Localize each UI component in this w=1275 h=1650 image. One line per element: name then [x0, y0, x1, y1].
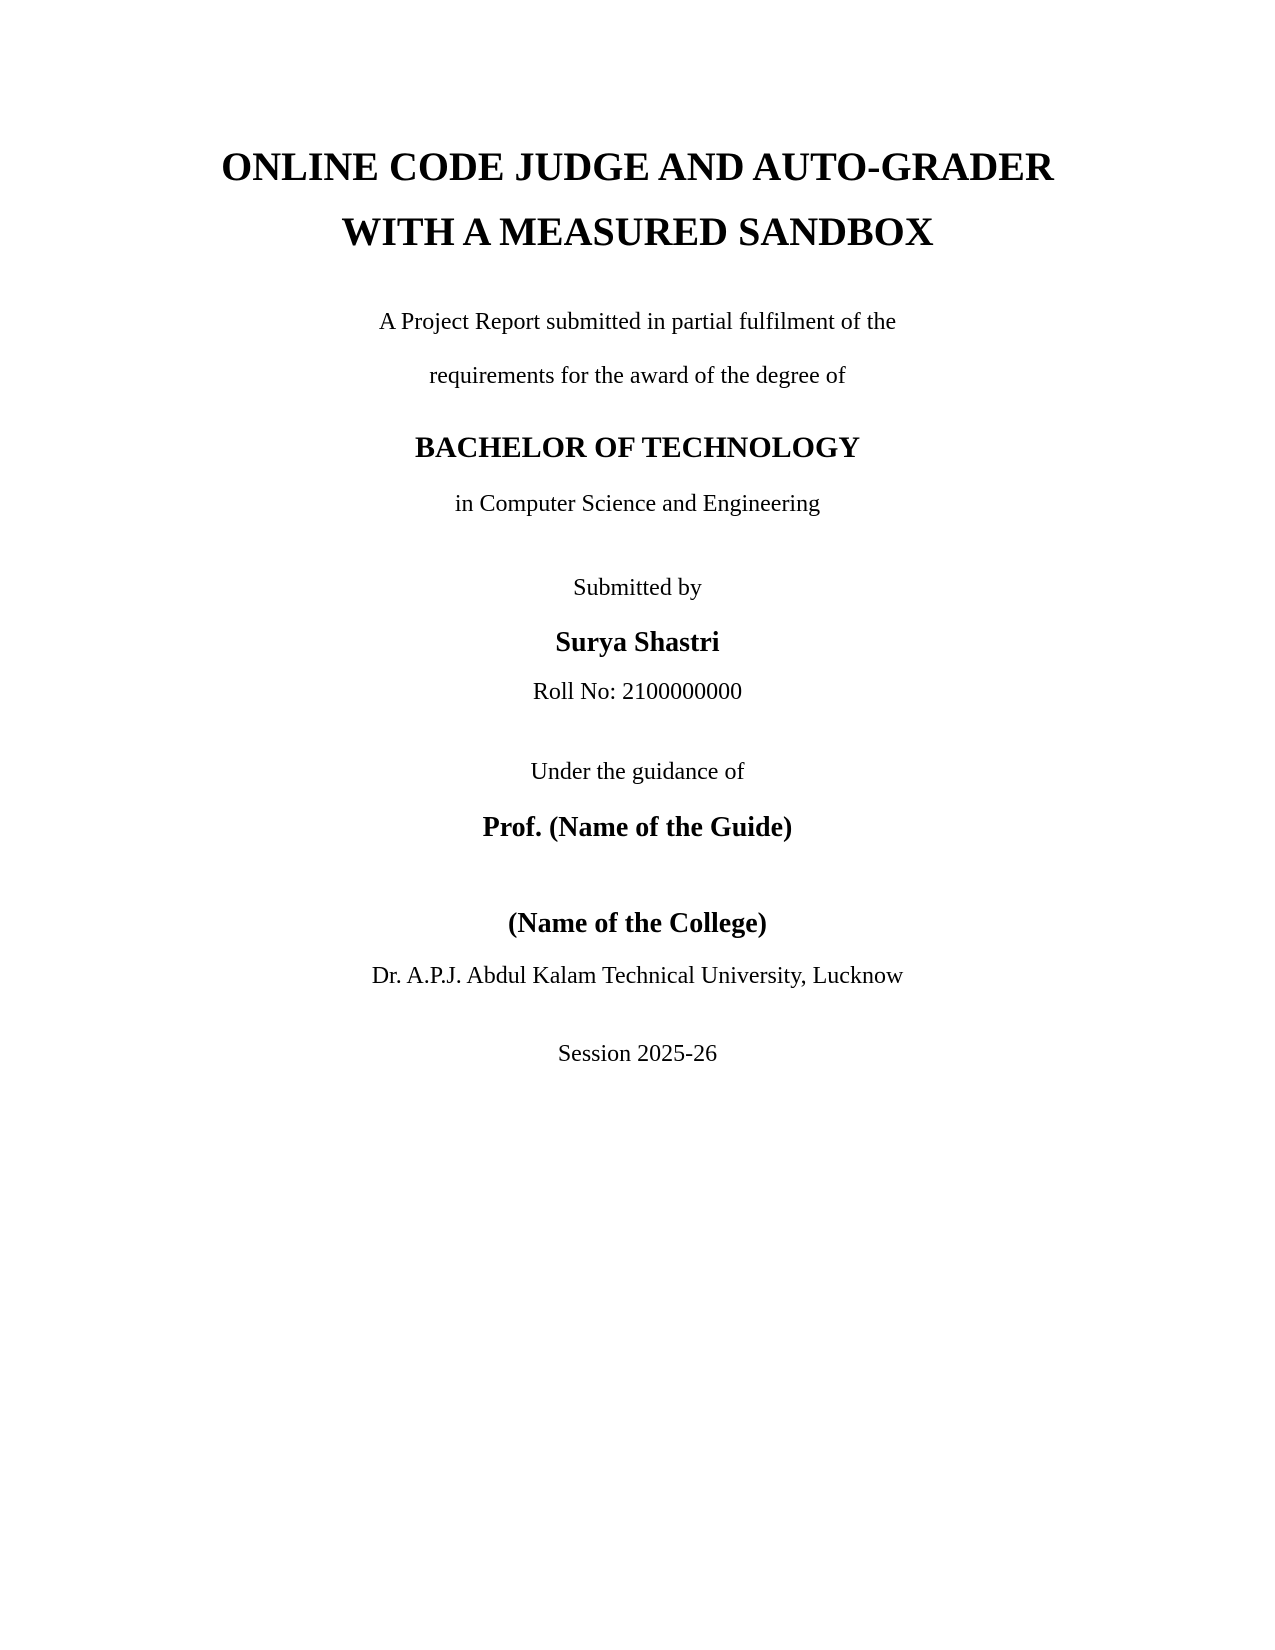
degree-branch: in Computer Science and Engineering	[454, 491, 821, 517]
submission-statement-line-2: requirements for the award of the degree of	[429, 363, 846, 389]
submitted-by-label: Submitted by	[573, 575, 702, 601]
report-title-line-2: WITH A MEASURED SANDBOX	[341, 209, 934, 254]
session-label: Session 2025-26	[557, 1041, 718, 1067]
submission-statement-line-1: A Project Report submitted in partial fulfilment of the	[378, 309, 897, 335]
college-name: (Name of the College)	[508, 908, 767, 939]
student-name: Surya Shastri	[555, 627, 720, 658]
university-name: Dr. A.P.J. Abdul Kalam Technical University, Lucknow	[371, 963, 904, 989]
guidance-label: Under the guidance of	[530, 759, 745, 785]
roll-number: Roll No: 2100000000	[532, 679, 743, 705]
degree-name: BACHELOR OF TECHNOLOGY	[414, 431, 861, 464]
guide-name: Prof. (Name of the Guide)	[482, 812, 793, 843]
report-title-line-1: ONLINE CODE JUDGE AND AUTO-GRADER	[221, 144, 1054, 189]
